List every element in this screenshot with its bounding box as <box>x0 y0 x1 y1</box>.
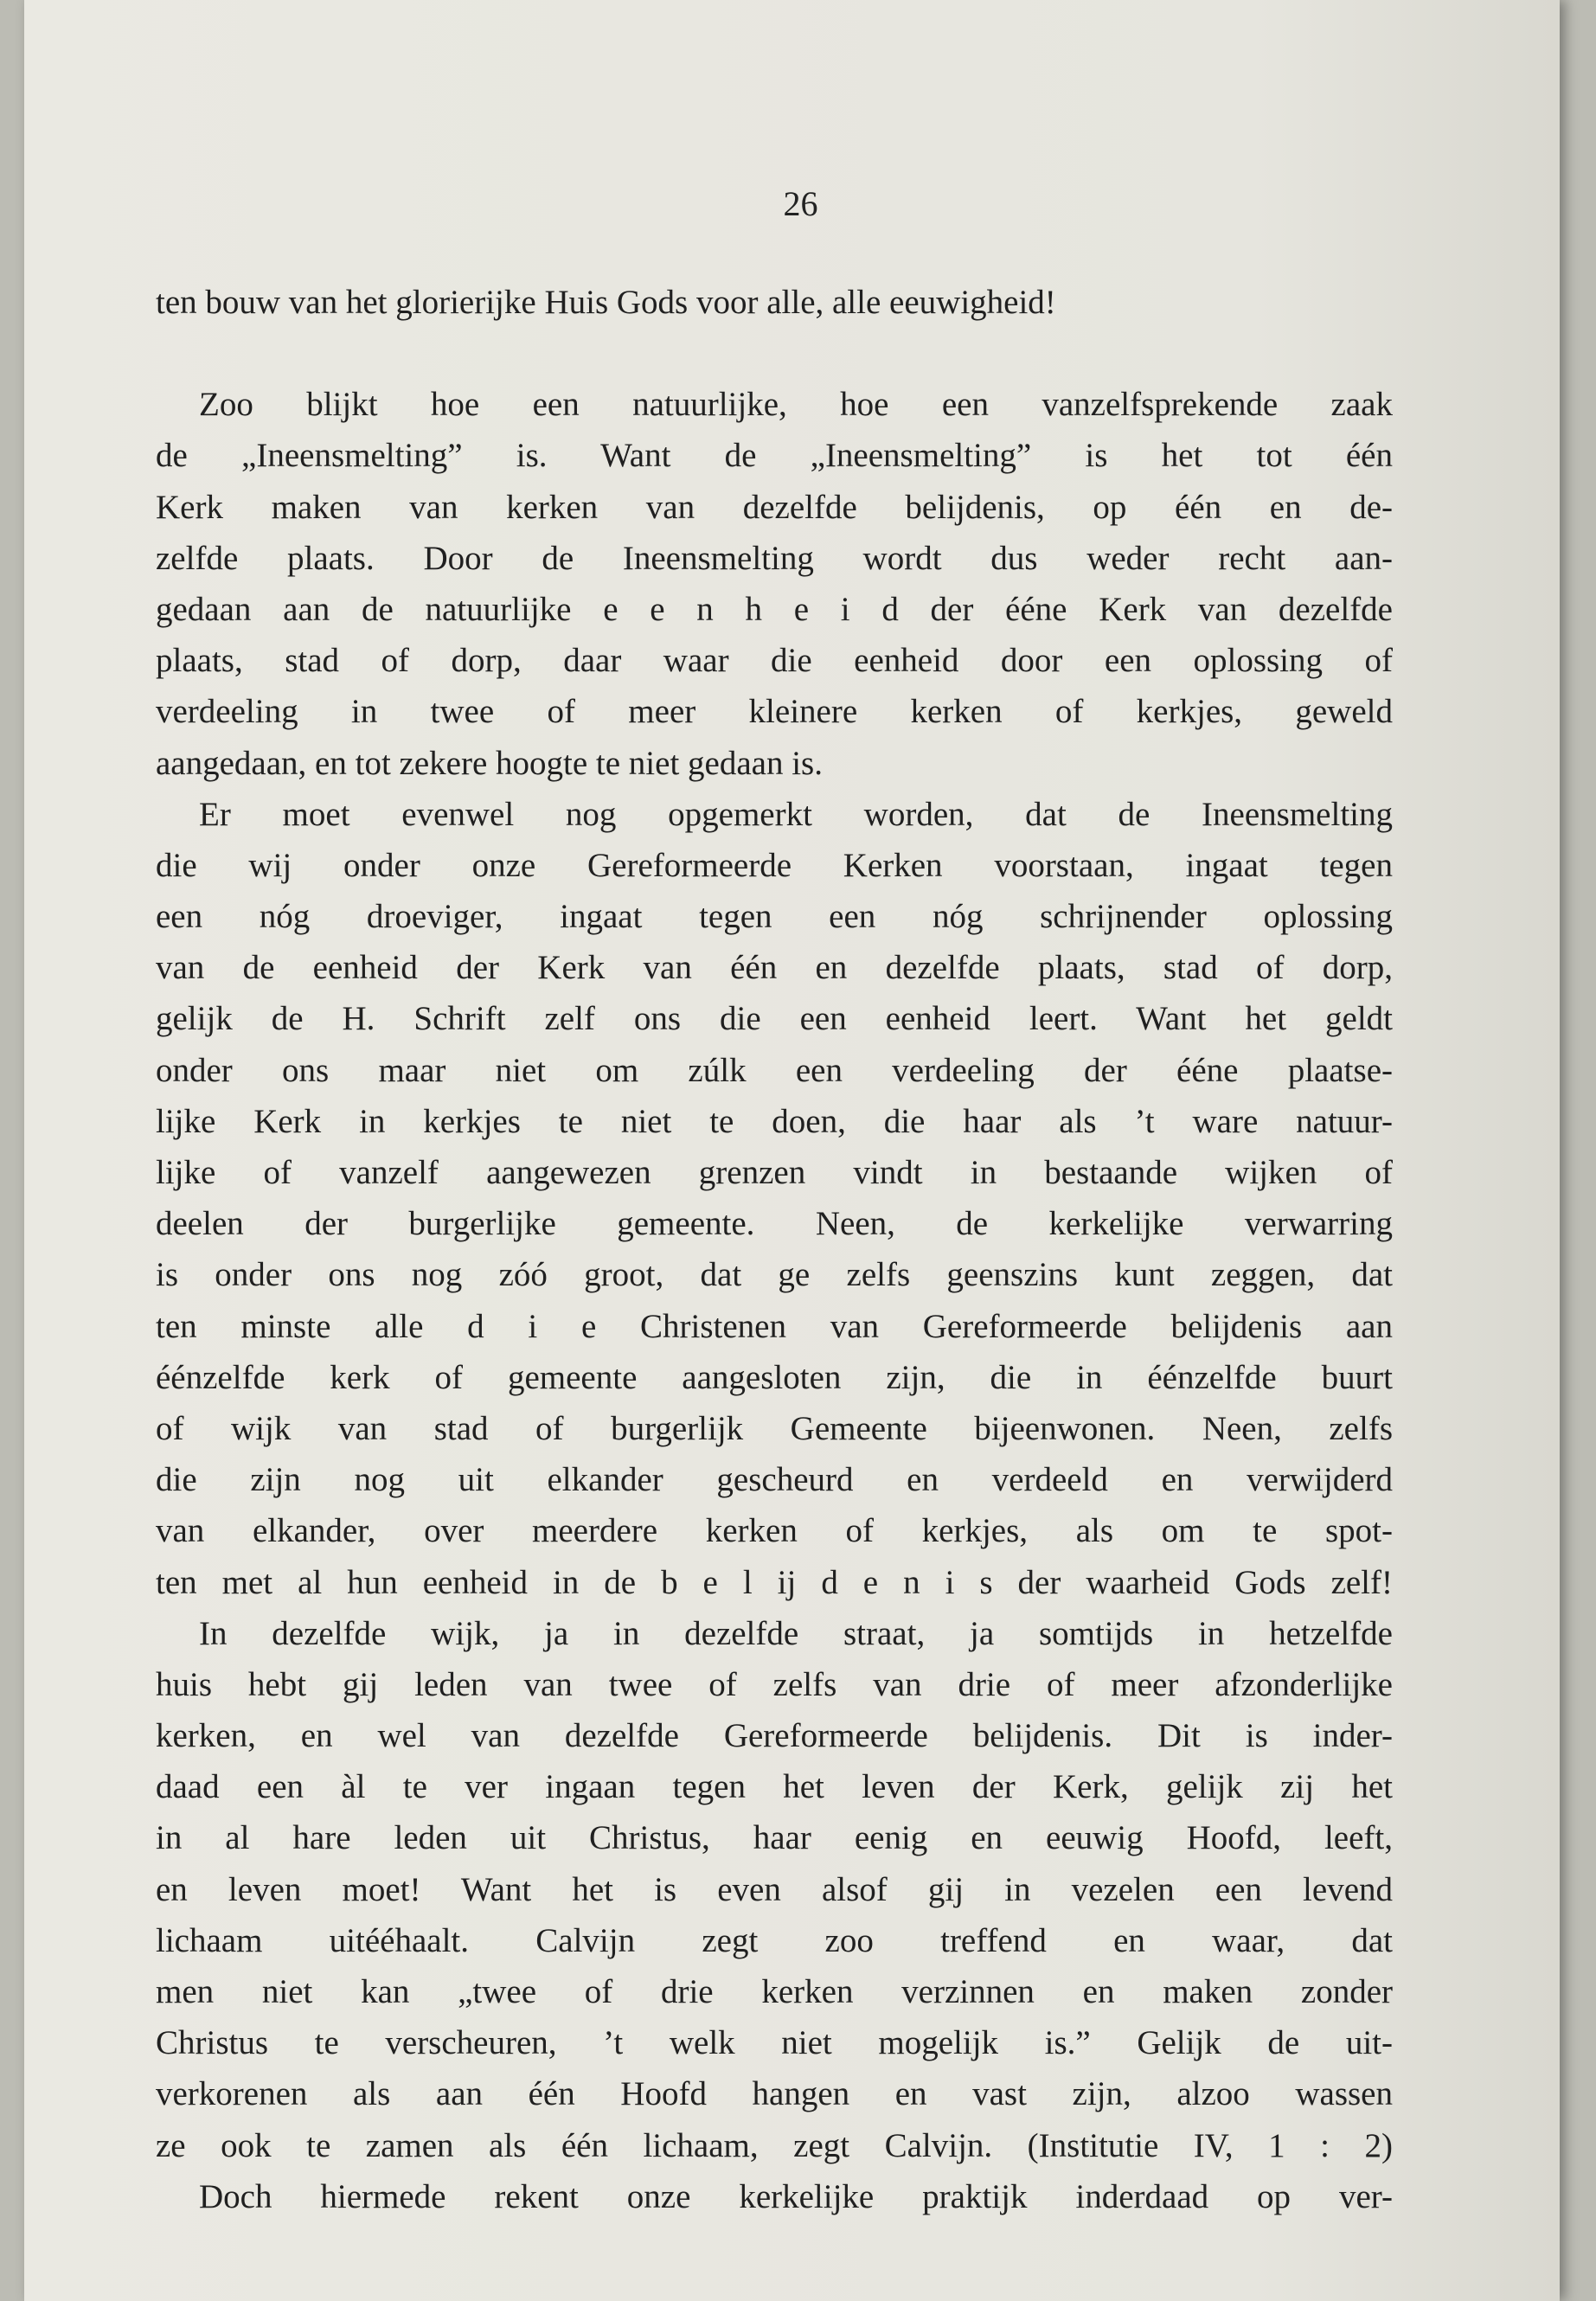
text-line: daad een àl te ver ingaan tegen het leven der Kerk, gelijk zij het <box>156 1768 1393 1806</box>
text-line: lijke of vanzelf aangewezen grenzen vindt in bestaande wijken of <box>156 1154 1393 1191</box>
text-line: éénzelfde kerk of gemeente aangesloten zijn, die in éénzelfde buurt <box>156 1358 1393 1396</box>
text-line: is onder ons nog zóó groot, dat ge zelfs geenszins kunt zeggen, dat <box>156 1256 1393 1294</box>
page-number: 26 <box>783 184 818 223</box>
body-text <box>156 277 1393 2222</box>
text-line: plaats, stad of dorp, daar waar die eenheid door een oplossing of <box>156 642 1393 680</box>
text-line: en leven moet! Want het is even alsof gij in vezelen een levend <box>156 1870 1393 1908</box>
text-line: zelfde plaats. Door de Ineensmelting wordt dus weder recht aan- <box>156 539 1393 577</box>
text-line: aangedaan, en tot zekere hoogte te niet gedaan is. <box>156 744 823 782</box>
text-line: gelijk de H. Schrift zelf ons die een eenheid leert. Want het geldt <box>156 1000 1393 1038</box>
text-line: Christus te verscheuren, ’t welk niet mogelijk is.” Gelijk de uit- <box>156 2024 1393 2062</box>
text-line: Doch hiermede rekent onze kerkelijke praktijk inderdaad op ver- <box>199 2177 1393 2215</box>
text-line: men niet kan „twee of drie kerken verzinnen en maken zonder <box>156 1973 1393 2010</box>
text-line: in al hare leden uit Christus, haar eenig en eeuwig Hoofd, leeft, <box>156 1819 1393 1857</box>
text-line: gedaan aan de natuurlijke e e n h e i d der ééne Kerk van dezelfde <box>156 590 1393 628</box>
text-line: ze ook te zamen als één lichaam, zegt Calvijn. (Institutie IV, 1 : 2) <box>156 2126 1393 2164</box>
text-line: verkorenen als aan één Hoofd hangen en vast zijn, alzoo wassen <box>156 2075 1393 2113</box>
text-line: onder ons maar niet om zúlk een verdeeling der ééne plaatse- <box>156 1051 1393 1089</box>
text-line: kerken, en wel van dezelfde Gereformeerde belijdenis. Dit is inder- <box>156 1717 1393 1755</box>
text-line: een nóg droeviger, ingaat tegen een nóg schrijnender oplossing <box>156 898 1393 936</box>
text-line: Kerk maken van kerken van dezelfde belijdenis, op één en de- <box>156 488 1393 526</box>
text-line: In dezelfde wijk, ja in dezelfde straat, ja somtijds in hetzelfde <box>199 1614 1393 1652</box>
text-line: deelen der burgerlijke gemeente. Neen, de kerkelijke verwarring <box>156 1205 1393 1243</box>
text-line: die wij onder onze Gereformeerde Kerken voorstaan, ingaat tegen <box>156 846 1393 884</box>
text-line: de „Ineensmelting” is. Want de „Ineensmelting” is het tot één <box>156 437 1393 475</box>
text-line: ten bouw van het glorierijke Huis Gods voor alle, alle eeuwigheid! <box>156 284 1056 321</box>
text-line: van de eenheid der Kerk van één en dezelfde plaats, stad of dorp, <box>156 949 1393 987</box>
paragraph-gap <box>156 328 1393 379</box>
text-line: van elkander, over meerdere kerken of kerkjes, als om te spot- <box>156 1512 1393 1550</box>
text-line: ten met al hun eenheid in de b e l ij d e n i s der waarheid Gods zelf! <box>156 1563 1393 1601</box>
text-line: ten minste alle d i e Christenen van Gereformeerde belijdenis aan <box>156 1307 1393 1345</box>
text-line: Zoo blijkt hoe een natuurlijke, hoe een vanzelfsprekende zaak <box>199 386 1393 424</box>
text-line: die zijn nog uit elkander gescheurd en verdeeld en verwijderd <box>156 1461 1393 1499</box>
text-line: lichaam uitééhaalt. Calvijn zegt zoo treffend en waar, dat <box>156 1921 1393 1959</box>
book-page <box>24 0 1560 2301</box>
text-line: verdeeling in twee of meer kleinere kerken of kerkjes, geweld <box>156 693 1393 731</box>
text-line: Er moet evenwel nog opgemerkt worden, dat de Ineensmelting <box>199 795 1393 833</box>
text-line: lijke Kerk in kerkjes te niet te doen, die haar als ’t ware natuur- <box>156 1102 1393 1140</box>
text-line: of wijk van stad of burgerlijk Gemeente bijeenwonen. Neen, zelfs <box>156 1409 1393 1447</box>
text-line: huis hebt gij leden van twee of zelfs van drie of meer afzonderlijke <box>156 1665 1393 1703</box>
